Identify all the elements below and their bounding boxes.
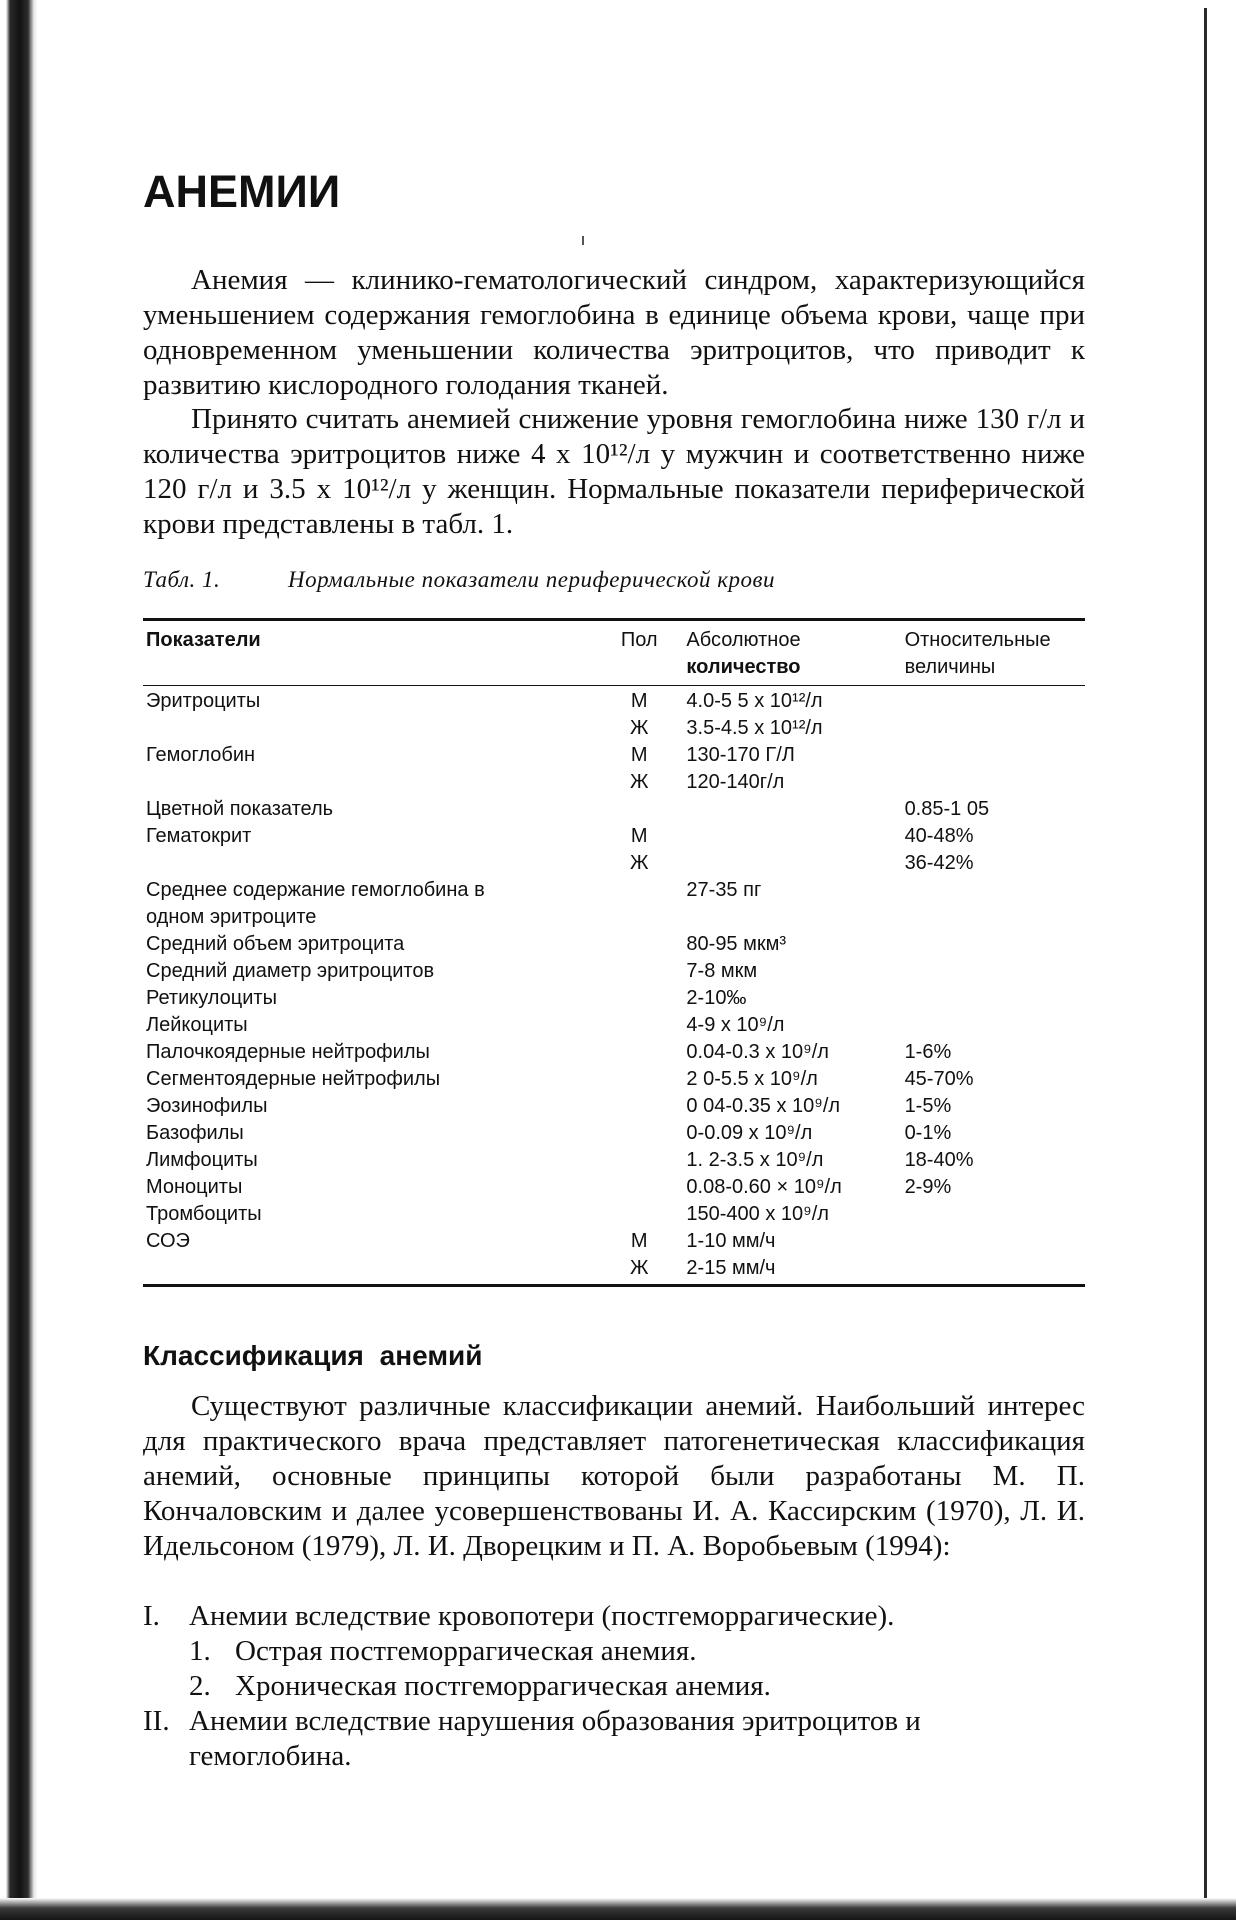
cell-indicator: СОЭ [146, 1230, 190, 1252]
list-item-text: Хроническая постгеморрагическая анемия. [235, 1670, 771, 1702]
cell-indicator: Тромбоциты [146, 1203, 262, 1225]
cell-indicator [143, 1255, 602, 1282]
table-row [143, 1066, 1085, 1093]
table-row [143, 1012, 1085, 1039]
cell-sex [602, 1012, 676, 1039]
cell-relative: 18-40% [904, 1149, 974, 1171]
cell-absolute: 0 04-0.35 х 10⁹/л [686, 1095, 841, 1117]
cell-absolute [676, 850, 899, 877]
cell-relative [900, 1012, 1085, 1039]
cell-indicator: Цветной показатель [146, 798, 334, 820]
cell-sex: М [630, 690, 648, 712]
table-row [143, 1120, 1085, 1147]
table-row [143, 1228, 1085, 1255]
table-row [143, 1147, 1085, 1174]
header-absolute-line2: количество [686, 656, 801, 678]
cell-absolute [676, 904, 899, 931]
cell-indicator: Сегментоядерные нейтрофилы [146, 1068, 441, 1090]
list-item [143, 1669, 1085, 1704]
cell-indicator: Ретикулоциты [146, 987, 277, 1009]
cell-sex [602, 985, 676, 1012]
cell-absolute: 4.0-5 5 х 10¹²/л [686, 690, 823, 712]
cell-sex [602, 931, 676, 958]
cell-absolute: 1. 2-3.5 х 10⁹/л [686, 1149, 824, 1171]
cell-relative: 0-1% [904, 1122, 952, 1144]
table-row [143, 688, 1085, 715]
cell-indicator: Лейкоциты [146, 1014, 248, 1036]
cell-indicator: Моноциты [146, 1176, 243, 1198]
header-relative [900, 627, 1085, 681]
cell-indicator: одном эритроците [146, 906, 317, 928]
list-item-text: Острая постгеморрагическая анемия. [235, 1635, 697, 1667]
cell-sex [602, 1039, 676, 1066]
cell-sex [602, 1120, 676, 1147]
cell-absolute: 0-0.09 х 10⁹/л [686, 1122, 813, 1144]
header-relative-line2: величины [904, 656, 996, 678]
list-item [143, 1634, 1085, 1669]
cell-absolute: 2-10‰ [686, 987, 747, 1009]
cell-absolute: 4-9 х 10⁹/л [686, 1014, 785, 1036]
cell-relative [900, 1201, 1085, 1228]
cell-indicator: Средний диаметр эритроцитов [146, 960, 435, 982]
cell-absolute: 0.04-0.3 х 10⁹/л [686, 1041, 829, 1063]
cell-absolute: 80-95 мкм³ [686, 933, 787, 955]
cell-absolute: 27-35 пг [686, 879, 762, 901]
cell-relative: 45-70% [904, 1068, 974, 1090]
cell-relative [900, 769, 1085, 796]
cell-sex: Ж [629, 771, 649, 793]
cell-relative: 1-6% [904, 1041, 952, 1063]
cell-relative [900, 1255, 1085, 1282]
cell-relative [900, 931, 1085, 958]
page-title: АНЕМИИ [143, 166, 341, 217]
list-item-text: Анемии вследствие кровопотери (постгеморрагические). [189, 1600, 895, 1632]
cell-absolute: 130-170 Г/Л [686, 744, 795, 766]
cell-relative [900, 877, 1085, 904]
cell-absolute: 3.5-4.5 х 10¹²/л [686, 717, 823, 739]
cell-relative: 36-42% [904, 852, 974, 874]
table-row [143, 742, 1085, 769]
list-item-number: II. [143, 1705, 170, 1737]
cell-indicator: Палочкоядерные нейтрофилы [146, 1041, 430, 1063]
table-caption-number: Табл. 1. [143, 567, 221, 592]
cell-absolute [676, 796, 899, 823]
cell-relative [900, 958, 1085, 985]
cell-indicator: Гематокрит [146, 825, 252, 847]
scan-artifact-mark [582, 236, 584, 245]
cell-sex [602, 1093, 676, 1120]
cell-relative: 0.85-1 05 [904, 798, 990, 820]
cell-sex: Ж [629, 717, 649, 739]
cell-indicator: Среднее содержание гемоглобина в [146, 879, 485, 901]
cell-relative [900, 985, 1085, 1012]
cell-sex: М [630, 825, 648, 847]
table-row [143, 1093, 1085, 1120]
cell-sex [602, 1147, 676, 1174]
cell-sex [602, 1174, 676, 1201]
table-row [143, 850, 1085, 877]
cell-indicator: Эозинофилы [146, 1095, 268, 1117]
intro-paragraph-1: Анемия — клинико-гематологический синдром, характеризующийся уменьшением содержания гемоглобина в единице объема крови, чаще при одновременном уменьшении количества эритроцитов, что приводит к развитию кислородного голодания тканей. [143, 264, 1085, 401]
table-row [143, 958, 1085, 985]
cell-indicator: Лимфоциты [146, 1149, 258, 1171]
classification-paragraph: Существуют различные классификации анемий. Наибольший интерес для практического врача представляет патогенетическая классификация анемий, основные принципы которой были разработаны М. П. Кончаловским и далее усовершенствованы И. А. Кассирским (1970), Л. И. Идельсоном (1979), Л. И. Дворецким и П. А. Воробьевым (1994): [143, 1390, 1085, 1562]
section-title-classification: Классификация анемий [143, 1340, 483, 1371]
scan-bottom-edge [0, 1898, 1236, 1920]
cell-absolute: 2-15 мм/ч [686, 1257, 776, 1279]
cell-relative [900, 715, 1085, 742]
table-caption [143, 567, 775, 593]
cell-absolute: 2 0-5.5 х 10⁹/л [686, 1068, 818, 1090]
header-sex: Пол [620, 629, 658, 651]
cell-indicator: Эритроциты [146, 690, 261, 712]
list-item [143, 1599, 1085, 1634]
table-header-row [143, 621, 1085, 686]
list-item-number: 1. [189, 1635, 211, 1667]
table-row [143, 769, 1085, 796]
header-absolute-line1: Абсолютное [686, 629, 801, 651]
cell-sex: Ж [629, 1257, 649, 1279]
cell-sex: М [630, 744, 648, 766]
scan-right-edge [1204, 8, 1207, 1898]
cell-absolute: 7-8 мкм [686, 960, 758, 982]
header-absolute [676, 627, 899, 681]
cell-relative: 2-9% [904, 1176, 952, 1198]
list-item-number: I. [143, 1600, 160, 1632]
cell-relative [900, 742, 1085, 769]
table-row [143, 823, 1085, 850]
cell-sex [602, 796, 676, 823]
table-caption-title: Нормальные показатели периферической крови [288, 567, 775, 592]
table-row [143, 1201, 1085, 1228]
header-relative-line1: Относительные [904, 629, 1051, 651]
cell-absolute: 0.08-0.60 × 10⁹/л [686, 1176, 842, 1198]
cell-indicator: Гемоглобин [146, 744, 256, 766]
table-row [143, 796, 1085, 823]
cell-sex: Ж [629, 852, 649, 874]
cell-relative [900, 688, 1085, 715]
table-row [143, 904, 1085, 931]
list-item-text: Анемии вследствие нарушения образования эритроцитов и гемоглобина. [189, 1705, 921, 1772]
cell-indicator [143, 850, 602, 877]
list-item-number: 2. [189, 1670, 211, 1702]
cell-relative: 40-48% [904, 825, 974, 847]
header-indicator: Показатели [146, 629, 261, 651]
cell-indicator [143, 769, 602, 796]
cell-relative [900, 1228, 1085, 1255]
table-body [143, 686, 1085, 1284]
table-row [143, 931, 1085, 958]
list-item [143, 1704, 1085, 1774]
table-row [143, 877, 1085, 904]
cell-relative: 1-5% [904, 1095, 952, 1117]
table-row [143, 1039, 1085, 1066]
cell-indicator: Средний объем эритроцита [146, 933, 405, 955]
cell-absolute [676, 823, 899, 850]
cell-sex [602, 958, 676, 985]
blood-norms-table [143, 618, 1085, 1287]
cell-sex [602, 877, 676, 904]
intro-paragraph-2: Принято считать анемией снижение уровня гемоглобина ниже 130 г/л и количества эритроцитов ниже 4 х 10¹²/л у мужчин и соответственно ниже 120 г/л и 3.5 х 10¹²/л у женщин. Нормальные показатели периферической крови представлены в табл. 1. [143, 403, 1085, 540]
table-row [143, 715, 1085, 742]
classification-list [143, 1599, 1085, 1774]
cell-sex [602, 904, 676, 931]
cell-indicator: Базофилы [146, 1122, 244, 1144]
cell-absolute: 120-140г/л [686, 771, 785, 793]
cell-absolute: 1-10 мм/ч [686, 1230, 776, 1252]
cell-absolute: 150-400 х 10⁹/л [686, 1203, 829, 1225]
scan-left-edge [0, 0, 38, 1920]
cell-relative [900, 904, 1085, 931]
cell-sex: М [630, 1230, 648, 1252]
table-row [143, 1174, 1085, 1201]
cell-sex [602, 1066, 676, 1093]
table-row [143, 1255, 1085, 1282]
cell-sex [602, 1201, 676, 1228]
cell-indicator [143, 715, 602, 742]
table-row [143, 985, 1085, 1012]
